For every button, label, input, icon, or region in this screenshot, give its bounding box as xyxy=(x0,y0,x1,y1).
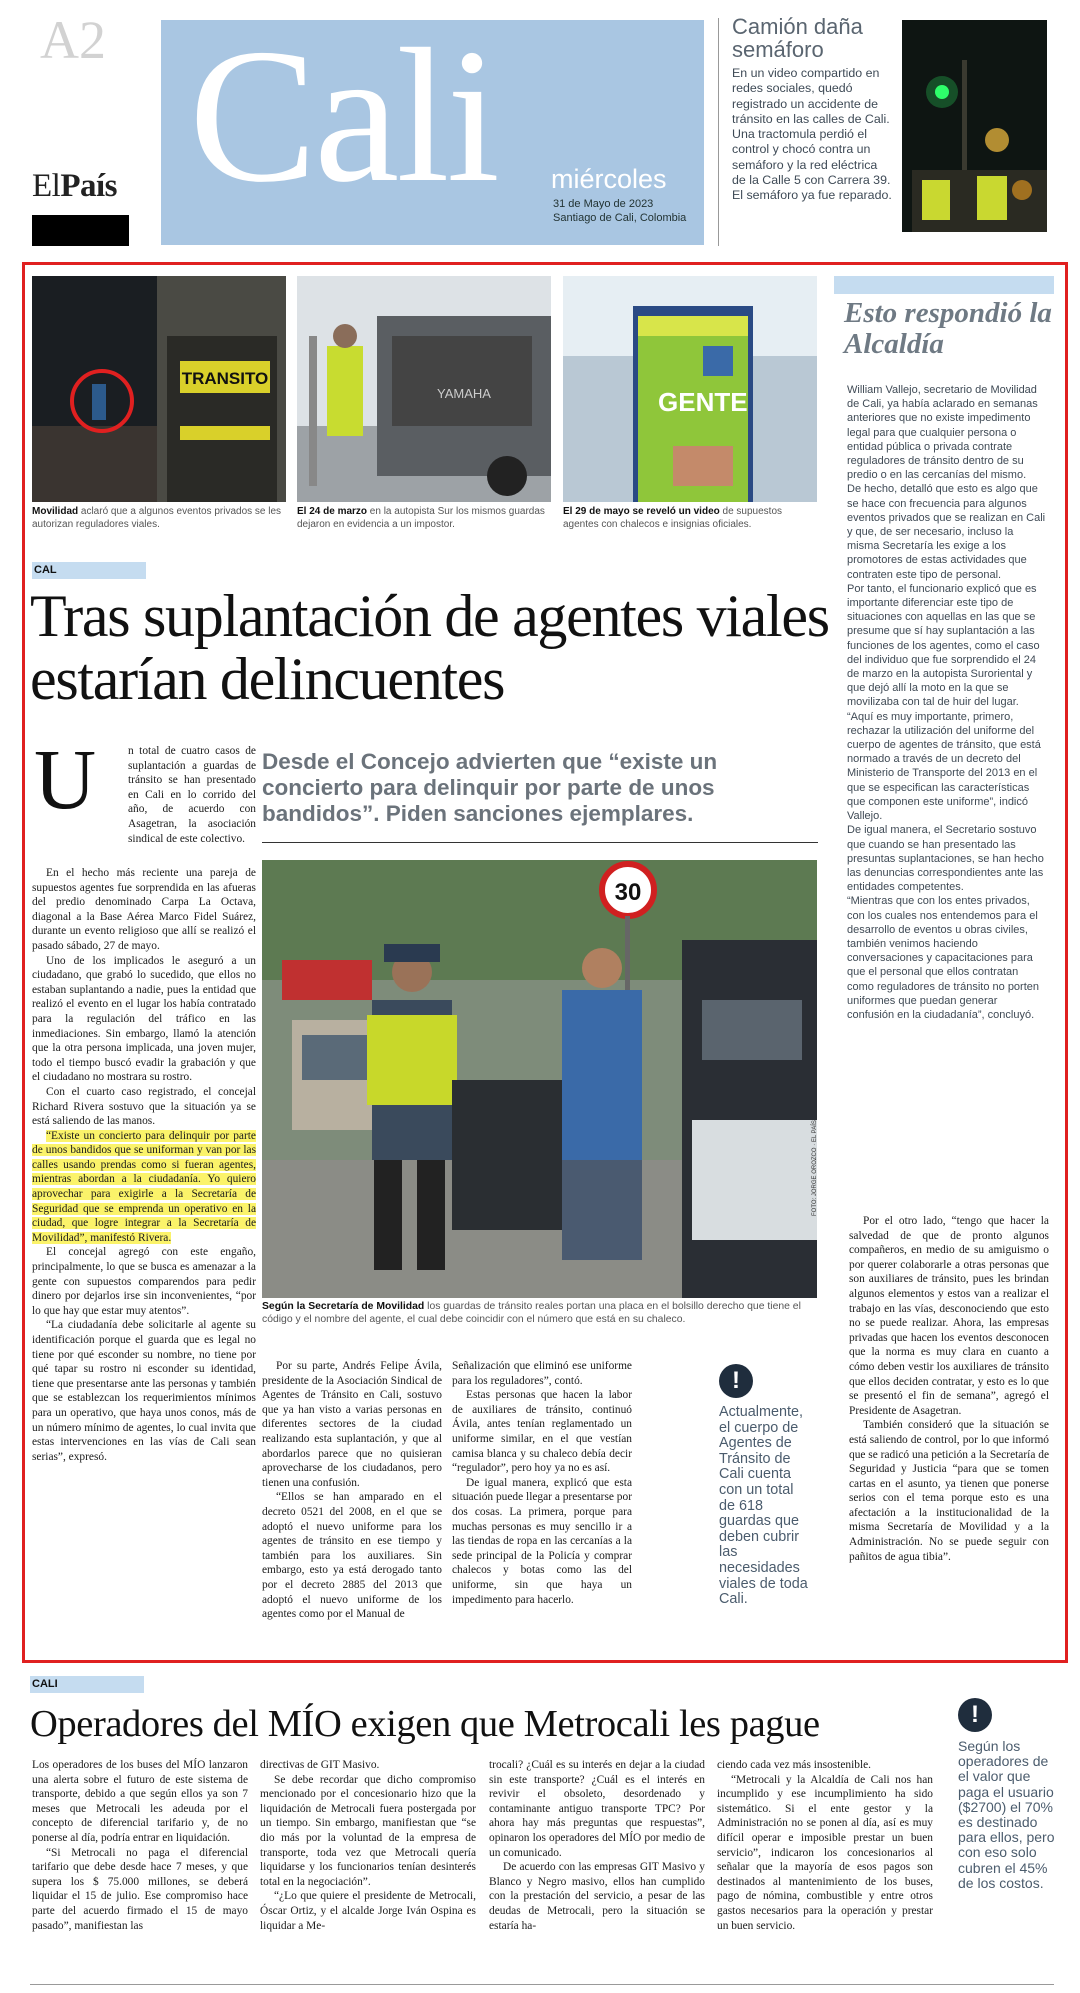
lead-paragraph: n total de cuatro casos de suplantación a guardas de tránsito se han presentado en Cali en lo corrido del año, de acuerdo con Asagetran, la asociación sindical de este colectivo. xyxy=(128,745,256,845)
note-text: Según los operadores de el valor que paga el usuario ($2700) el 70% es destinado para ellos, pero con eso solo cubren el 45% de los costos. xyxy=(958,1738,1055,1891)
second-headline: Operadores del MÍO exigen que Metrocali les pague xyxy=(30,1703,820,1745)
brand-logo: ElPaís xyxy=(32,168,117,204)
vest-text: GENTE xyxy=(658,387,748,417)
headline: Tras suplantación de agentes viales estarían delincuentes xyxy=(30,583,829,712)
article-column-5: Por el otro lado, “tengo que hacer la salvedad de que de pronto algunos compañeros, en medio de su amiguismo o por querer colaborarle a otras personas que son auxiliares de tránsito, pues les brindan algunos elementos y estos van a realizar el trabajo en las vías, desconociendo que esto no se puede realizar. Ahora, las empresas privadas que hacen los eventos desconocen que la norma es muy clara en cuanto a cómo deben vestir los auxiliares de tránsito que ellos deciden contratar, y esto es lo que se presentó el fin de semana”, agregó el Presidente de Asagetran. También consideró que la situación se está saliendo de control, por lo que informó que se radicó una petición a la Secretaría de Seguridad y Justicia “para que se tomen cartas en el asunto, ya tienen que ponerse serios con el tema porque esto es una afectación a la institucionalidad de la misma Secretaría de Movilidad y a la Administración. No se puede seguir con pañitos de agua tibia”. xyxy=(849,1215,1049,1563)
brief-photo xyxy=(902,20,1047,232)
second-kicker: CALI xyxy=(32,1678,58,1690)
sidebar-title: Esto respondió la Alcaldía xyxy=(844,297,1052,360)
note-text: Actualmente, el cuerpo de Agentes de Tránsito de Cali cuenta con un total de 618 guardas que deben cubrir las necesidades viales de toda Cali. xyxy=(719,1404,808,1608)
traffic-light-night-image xyxy=(902,20,1047,232)
second-column-4: ciendo cada vez más insostenible. “Metrocali y la Alcaldía de Cali nos han incumplido y ese incumplimiento ha sido sistemático. Si el ente gestor y la Administración no se ponen al día, así es muy difícil operar e imposible prestar un buen servicio”, indicaron los concesionarios al señalar que la mayoría de esos pagos son destinados al mantenimiento de los buses, pago de nómina, combustible y entre otros gastos necesarios para la operación y prestar un buen servicio. xyxy=(717,1759,933,1932)
photo-caption: Movilidad aclaró que a algunos eventos privados se les autorizan reguladores viales. xyxy=(32,506,282,530)
sidebar-bar xyxy=(834,276,1054,294)
main-photo-traffic-agent xyxy=(262,860,817,1298)
bottom-rule xyxy=(30,1984,1054,1985)
article-column-3: Señalización que eliminó ese uniforme para los reguladores”, contó. Estas personas que hacen la labor de auxiliares de tránsito, continuó Ávila, antes tenían reglamentado un uniforme similar, en el que vestían camisa blanca y su chaleco debía decir “regulador”, pero hoy ya no es así. De igual manera, explicó que esta situación puede llegar a presentarse por dos cosas. La primera, porque para muchas personas es muy sencillo ir a las tiendas de ropa en las cercanías a la sede principal de la Policía y comprar chalecos y botas como las del uniforme, sin que haya un impedimento para hacerlo. xyxy=(452,1360,632,1606)
second-info-note xyxy=(958,1698,1058,1891)
photo-night-event xyxy=(32,276,286,502)
second-column-2: directivas de GIT Masivo. Se debe recordar que dicho compromiso mencionado por el concesionario hizo que la liquidación de Metrocali fuera postergada por un tiempo. Sin embargo, manifiestan que “se dio más por la voluntad de la empresa de transporte, toda vez que Metrocali quería liquidarse y los funcionarios tenían desinterés total en la negociación”. “¿Lo que quiere el presidente de Metrocali, Óscar Ortiz, y el alcalde Jorge Iván Ospina es liquidar a Me- xyxy=(260,1759,476,1932)
brief-text: En un video compartido en redes sociales, quedó registrado un accidente de tránsito en las calles de Cali. Una tractomula perdió el control y chocó contra un semáforo y la red eléctrica de la Calle 5 con Carrera 39. El semáforo ya fue reparado. xyxy=(732,66,892,203)
article-column-2: Por su parte, Andrés Felipe Ávila, presidente de la Asociación Sindical de Agentes de Tránsito en Cali, sostuvo que ya han visto a varias personas en diferentes sectores de la ciudad realizando esta suplantación, y que al abordarlos parece que no quisieran aprovecharse de los ciudadanos, pero tienen una confusión. “Ellos se han amparado en el decreto 0521 del 2008, en el que se adoptó el nuevo uniforme para los agentes de tránsito en ese tiempo y también para los auxiliares. Sin embargo, esto ya está derogado tanto por el decreto 2885 del 2013 que adoptó el nuevo uniforme de los agentes como por el Manual de xyxy=(262,1360,442,1621)
highlighted-quote: “Existe un concierto para delinquir por parte de unos bandidos que se uniforman y van por las calles usando prendas como si fueran agentes, mientras abordan a la ciudadanía. Yo quiero aprovechar para exigirle a la Secretaría de Seguridad que se emprenda un operativo en la ciudad, que logre integrar a la Secretaría de Movilidad”, manifestó Rivera. xyxy=(32,1129,256,1244)
vest-text: TRANSITO xyxy=(181,369,269,388)
exclamation-icon: ! xyxy=(958,1698,992,1732)
masthead xyxy=(0,0,1080,250)
photo-fake-agents-video xyxy=(563,276,817,502)
weekday: miércoles xyxy=(551,164,667,194)
kicker: CAL xyxy=(34,564,57,576)
brief-title: Camión daña semáforo xyxy=(732,14,863,62)
speed-sign-text: 30 xyxy=(614,879,642,906)
moto-brand-text: YAMAHA xyxy=(437,386,491,401)
dropcap: U xyxy=(34,731,97,827)
place: Santiago de Cali, Colombia xyxy=(553,212,687,224)
page-number: A2 xyxy=(40,10,106,70)
brand-bar xyxy=(32,215,129,246)
deck-rule xyxy=(262,842,818,843)
section-banner xyxy=(161,20,704,245)
main-photo-caption: Según la Secretaría de Movilidad los guardas de tránsito reales portan una placa en el bolsillo derecho que tiene el código y el nombre del agente, el cual debe coincidir con el número que está en su chaleco. xyxy=(262,1301,801,1325)
sidebar-body: William Vallejo, secretario de Movilidad de Cali, ya había aclarado en semanas anteriores que no existe impedimento legal para que cualquier persona o entidad pública o privada contrate reguladores de tránsito dentro de su predio o en las cercanías del mismo. De hecho, detalló que esto es algo que se hace con frecuencia para algunos eventos privados que se realizan en Cali y que, de ser necesario, incluso la misma Secretaría les exige a los promotores de estas actividades que contraten este tipo de personal. Por tanto, el funcionario explicó que es importante diferenciar este tipo de situaciones con aquellas en las que se presume que sí hay suplantación a las funciones de los agentes, como el caso del individuo que fue sorprendido el 24 de marzo en la autopista Suroriental y que dejó allí la moto en la que se movilizaba con tal de huir del lugar. “Aquí es muy importante, primero, rechazar la utilización del uniforme del cuerpo de agentes de tránsito, que está normado a través de un decreto del Ministerio de Transporte del 2013 en el que se especifican las características que componen este uniforme”, indicó Vallejo. De igual manera, el Secretario sostuvo que cuando se han presentado las presuntas suplantaciones, se han hecho las denuncias correspondientes ante las entidades competentes. “Mientras que con los entes privados, con los cuales nos entendemos para el desarrollo de eventos u obras civiles, también venimos haciendo conversaciones y capacitaciones para que el personal que ellos contratan como reguladores de tránsito no porten uniformes que puedan generar confusión en la ciudadanía”, concluyó. xyxy=(847,384,1046,1021)
article-column-1: En el hecho más reciente una pareja de supuestos agentes fue sorprendida en las afueras del predio denominado Carpa La Octava, diagonal a la Base Aérea Marco Fidel Suárez, durante un evento religioso que allí se realizó el pasado sábado, 27 de mayo. Uno de los implicados le aseguró a un ciudadano, que grabó lo sucedido, que ellos no estaban suplantando a nadie, pues la entidad que realizó el evento en el lugar los había contratado para la regulación del tráfico en las inmediaciones. Sin embargo, llamó la atención que la otra persona implicada, una joven mujer, todo el tiempo buscó evadir la grabación y que el ciudadano no mostrara su rostro. Con el cuarto caso registrado, el concejal Richard Rivera sostuvo que la situación ya se está saliendo de las manos. “Existe un concierto para delinquir por parte de unos bandidos que se uniforman y van por las calles usando prendas como si fueran agentes, mientras abordan a la ciudadanía. Yo quiero aprovechar para exigirle a la Secretaría de Seguridad que se emprenda un operativo en la ciudad, que logre integrar a la Secretaría de Movilidad”, manifestó Rivera. El concejal agregó con este engaño, principalmente, lo que se busca es amenazar a la gente con supuestos comparendos para pedir dinero por dejarlos irse sin inconvenientes, “por lo que hay que estar muy atentos”. “La ciudadanía debe solicitarle al agente su identificación porque el guarda que es legal no tiene por qué esconder su nombre, no tiene por qué tapar su rostro ni esconder su identidad, tiene que presentarse ante las personas y también que se establezcan los requerimientos mínimos para un operativo, que haya unos conos, más de un número mínimo de agentes, lo cual invita que estas intervenciones en las vías de Cali sean serias”, expresó. xyxy=(32,867,256,1463)
section-title: Cali xyxy=(189,20,497,222)
photo-caption: El 29 de mayo se reveló un video de supuestos agentes con chalecos e insignias oficiales. xyxy=(563,506,782,530)
photo-credit: FOTO: JORGE OROZCO · EL PAÍS xyxy=(812,1120,818,1216)
second-column-3: trocali? ¿Cuál es su interés en dejar a la ciudad sin este transporte? ¿Cuál es el interés en revivir el obsoleto, desordenado y contaminante antiguo transporte TPC? Por ahora hay más preguntas que respuestas”, opinaron los operadores del MÍO por medio de un comunicado. De acuerdo con las empresas GIT Masivo y Blanco y Negro masivo, ellos han cumplido con la prestación del servicio, a pesar de las deudas de Metrocali, pero la situación se estaría ha- xyxy=(489,1759,705,1932)
photo-highway-impostor xyxy=(297,276,551,502)
photo-caption: El 24 de marzo en la autopista Sur los mismos guardas dejaron en evidencia a un impostor. xyxy=(297,506,545,530)
second-column-1: Los operadores de los buses del MÍO lanzaron una alerta sobre el futuro de este sistema de transporte, debido a que según ellos ya son 7 meses que Metrocali les adeuda por el concepto de diferencial tarifario y, de no ponerse al día, podría entrar en liquidación. “Si Metrocali no paga el diferencial tarifario que debe desde hace 7 meses, y que supera los $ 75.000 millones, se deberá liquidar el 15 de julio. Ese compromiso hace parte del acuerdo firmado el 15 de mayo pasado”, manifiestan las xyxy=(32,1759,248,1932)
info-note xyxy=(643,1364,808,1608)
brief-divider xyxy=(718,18,719,246)
exclamation-icon: ! xyxy=(719,1364,753,1398)
date: 31 de Mayo de 2023 xyxy=(553,198,654,210)
deck: Desde el Concejo advierten que “existe un concierto para delinquir por parte de unos bandidos”. Piden sanciones ejemplares. xyxy=(262,749,718,826)
